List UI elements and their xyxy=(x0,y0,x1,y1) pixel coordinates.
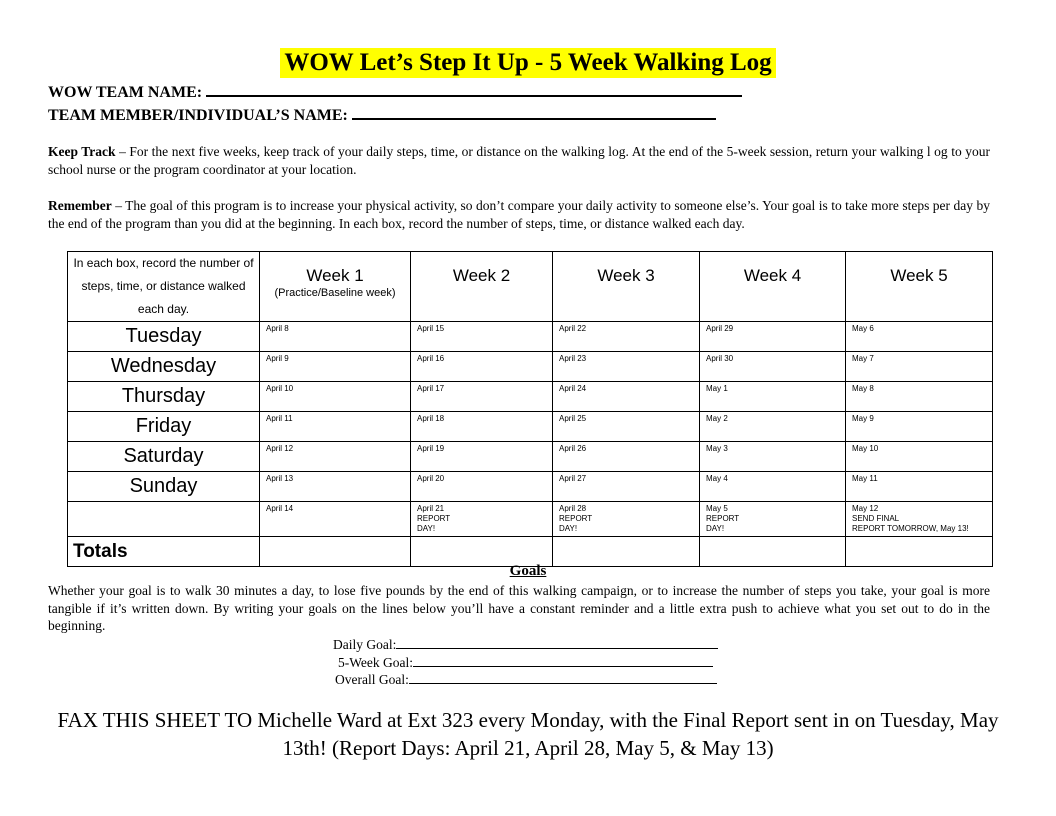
entry-cell[interactable]: April 22 xyxy=(553,322,700,352)
goals-paragraph: Whether your goal is to walk 30 minutes a day, to lose five pounds by the end of this walking campaign, or to increase the number of steps you take, your goal is more tangible if it’s written down. By writing your goals on the lines below you’ll have a constant reminder and a little extra push to achieve what you set out to do in the beginning. xyxy=(48,583,990,633)
five-week-goal-row xyxy=(338,654,713,671)
corner-label: In each box, record the number of steps, time, or distance walked each day. xyxy=(68,252,260,322)
entry-cell[interactable]: April 16 xyxy=(411,352,553,382)
week-label: Week 2 xyxy=(452,266,511,285)
date-text: April 21 xyxy=(417,504,445,513)
entry-cell[interactable]: May 9 xyxy=(846,412,993,442)
table-row xyxy=(68,472,993,502)
week-header xyxy=(700,252,846,322)
overall-goal-row xyxy=(335,671,717,688)
remember-text: – The goal of this program is to increase your physical activity, so don’t compare your daily activity to someone else’s. Your goal is to take more steps per day by the end of the program than you did at the beginning. In each box, record the number of steps, time, or distance walked each day. xyxy=(48,198,990,231)
entry-cell[interactable]: April 27 xyxy=(553,472,700,502)
total-cell[interactable] xyxy=(700,537,846,567)
entry-cell[interactable] xyxy=(700,502,846,537)
table-row xyxy=(68,412,993,442)
day-label: Wednesday xyxy=(68,352,260,382)
entry-cell[interactable]: May 8 xyxy=(846,382,993,412)
entry-cell[interactable] xyxy=(846,502,993,537)
remember-paragraph xyxy=(48,197,990,233)
total-cell[interactable] xyxy=(553,537,700,567)
daily-goal-line[interactable] xyxy=(396,636,718,649)
entry-cell[interactable]: April 18 xyxy=(411,412,553,442)
entry-cell[interactable]: April 24 xyxy=(553,382,700,412)
date-text: April 28 xyxy=(559,504,587,513)
table-row xyxy=(68,382,993,412)
team-name-line[interactable] xyxy=(206,81,742,97)
entry-cell[interactable]: April 12 xyxy=(260,442,411,472)
daily-goal-row xyxy=(333,636,718,653)
entry-cell[interactable]: May 4 xyxy=(700,472,846,502)
week-label: Week 1 xyxy=(306,266,364,285)
day-label: Tuesday xyxy=(68,322,260,352)
walking-log-table xyxy=(67,251,993,567)
entry-cell[interactable]: May 10 xyxy=(846,442,993,472)
entry-cell[interactable]: April 26 xyxy=(553,442,700,472)
entry-cell[interactable]: April 13 xyxy=(260,472,411,502)
report-note: SEND FINAL xyxy=(852,514,900,523)
week-sub: (Practice/Baseline week) xyxy=(274,287,396,299)
report-note: REPORT TOMORROW, May 13! xyxy=(852,524,969,533)
table-row xyxy=(68,322,993,352)
totals-label: Totals xyxy=(68,537,260,567)
entry-cell[interactable]: April 20 xyxy=(411,472,553,502)
total-cell[interactable] xyxy=(411,537,553,567)
week-label: Week 4 xyxy=(743,266,802,285)
report-row xyxy=(68,502,993,537)
keep-track-text: – For the next five weeks, keep track of your daily steps, time, or distance on the walking log. At the end of the 5-week session, return your walking l og to your school nurse or the program coordinator at your location. xyxy=(48,144,990,177)
report-note: DAY! xyxy=(417,524,436,533)
entry-cell[interactable]: May 2 xyxy=(700,412,846,442)
entry-cell[interactable]: April 8 xyxy=(260,322,411,352)
keep-track-label: Keep Track xyxy=(48,144,116,159)
entry-cell[interactable]: April 11 xyxy=(260,412,411,442)
five-week-goal-label: 5-Week Goal: xyxy=(338,655,414,670)
entry-cell[interactable]: April 29 xyxy=(700,322,846,352)
total-cell[interactable] xyxy=(260,537,411,567)
date-text: April 14 xyxy=(266,504,294,513)
week-header xyxy=(260,252,411,322)
report-note: REPORT xyxy=(559,514,593,523)
report-note: REPORT xyxy=(706,514,740,523)
page-title: WOW Let’s Step It Up - 5 Week Walking Log xyxy=(280,48,775,78)
entry-cell[interactable] xyxy=(260,502,411,537)
total-cell[interactable] xyxy=(846,537,993,567)
entry-cell[interactable] xyxy=(553,502,700,537)
week-header xyxy=(846,252,993,322)
keep-track-paragraph xyxy=(48,143,990,179)
entry-cell[interactable]: April 17 xyxy=(411,382,553,412)
report-note: REPORT xyxy=(417,514,451,523)
member-name-row xyxy=(48,104,716,125)
report-note: DAY! xyxy=(559,524,578,533)
table-row xyxy=(68,352,993,382)
entry-cell[interactable]: April 9 xyxy=(260,352,411,382)
entry-cell[interactable]: April 15 xyxy=(411,322,553,352)
overall-goal-label: Overall Goal: xyxy=(335,672,409,687)
totals-row xyxy=(68,537,993,567)
goals-heading: Goals xyxy=(509,563,547,579)
table-header-row xyxy=(68,252,993,322)
table-row xyxy=(68,442,993,472)
remember-label: Remember xyxy=(48,198,112,213)
overall-goal-line[interactable] xyxy=(409,671,717,684)
day-label: Sunday xyxy=(68,472,260,502)
team-name-row xyxy=(48,81,742,102)
date-text: May 5 xyxy=(706,504,728,513)
entry-cell[interactable]: April 10 xyxy=(260,382,411,412)
entry-cell[interactable]: May 3 xyxy=(700,442,846,472)
title-wrap xyxy=(0,48,1056,78)
entry-cell[interactable]: April 30 xyxy=(700,352,846,382)
five-week-goal-line[interactable] xyxy=(413,654,713,667)
member-name-line[interactable] xyxy=(352,104,716,120)
day-label: Friday xyxy=(68,412,260,442)
entry-cell[interactable]: May 6 xyxy=(846,322,993,352)
date-text: May 12 xyxy=(852,504,879,513)
entry-cell[interactable]: May 7 xyxy=(846,352,993,382)
week-label: Week 3 xyxy=(597,266,655,285)
week-header xyxy=(553,252,700,322)
entry-cell[interactable]: April 25 xyxy=(553,412,700,442)
team-name-label: WOW TEAM NAME: xyxy=(48,84,203,101)
entry-cell[interactable]: May 1 xyxy=(700,382,846,412)
entry-cell[interactable] xyxy=(411,502,553,537)
entry-cell[interactable]: April 19 xyxy=(411,442,553,472)
day-label: Saturday xyxy=(68,442,260,472)
fax-notice: FAX THIS SHEET TO Michelle Ward at Ext 323 every Monday, with the Final Report sent in on Tuesday, May 13th! (Report Days: April 21, April 28, May 5, & May 13) xyxy=(57,708,999,760)
week-header xyxy=(411,252,553,322)
entry-cell[interactable]: April 23 xyxy=(553,352,700,382)
report-note: DAY! xyxy=(706,524,725,533)
week-label: Week 5 xyxy=(890,266,948,285)
report-row-label xyxy=(68,502,260,537)
day-label: Thursday xyxy=(68,382,260,412)
member-name-label: TEAM MEMBER/INDIVIDUAL’S NAME: xyxy=(48,107,348,124)
daily-goal-label: Daily Goal: xyxy=(333,637,397,652)
entry-cell[interactable]: May 11 xyxy=(846,472,993,502)
